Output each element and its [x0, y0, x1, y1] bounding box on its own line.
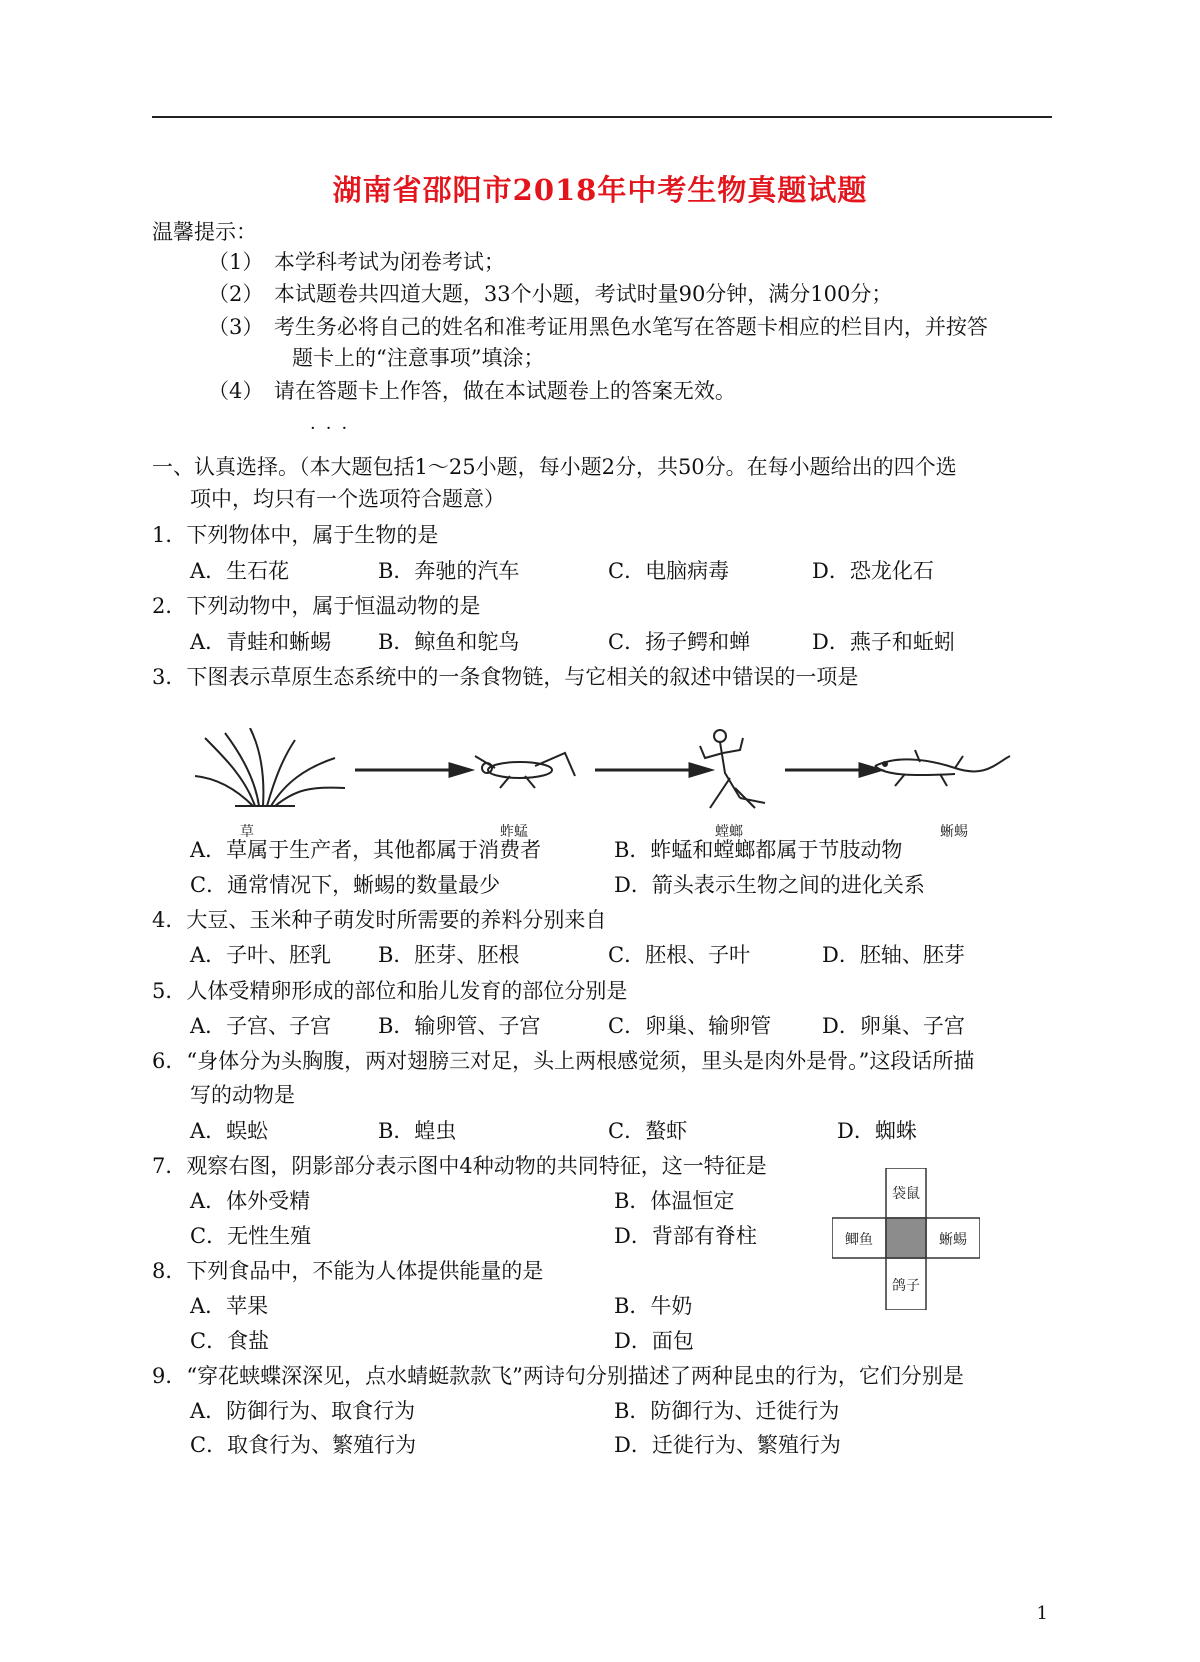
lizard-icon: [875, 750, 1010, 786]
option: C．螯虾: [608, 1119, 688, 1143]
question-stem: 1．下列物体中，属于生物的是: [152, 523, 439, 547]
option: D．背部有脊柱: [614, 1224, 757, 1248]
question-stem: 6．“身体分为头胸腹，两对翅膀三对足，头上两根感觉须，里头是肉外是骨。”这段话所描: [152, 1049, 975, 1073]
animal-cross-figure: [832, 1168, 980, 1310]
section-heading: 一、认真选择。（本大题包括1～25小题，每小题2分，共50分。在每小题给出的四个选: [152, 455, 957, 479]
notice-item: （3） 考生务必将自己的姓名和准考证用黑色水笔写在答题卡相应的栏目内，并按答: [208, 315, 988, 339]
option: B．奔驰的汽车: [378, 559, 520, 583]
option: C．食盐: [190, 1329, 270, 1353]
option: B．蚱蜢和螳螂都属于节肢动物: [614, 838, 903, 862]
option: A．子叶、胚乳: [190, 943, 332, 967]
option: C．卵巢、输卵管: [608, 1014, 772, 1038]
option: B．胚芽、胚根: [378, 943, 520, 967]
option: B．蝗虫: [378, 1119, 457, 1143]
option: C．取食行为、繁殖行为: [190, 1433, 417, 1457]
question-stem: 9．“穿花蛱蝶深深见，点水蜻蜓款款飞”两诗句分别描述了两种昆虫的行为，它们分别是: [152, 1364, 964, 1388]
option: A．生石花: [190, 559, 290, 583]
question-stem: 5．人体受精卵形成的部位和胎儿发育的部位分别是: [152, 979, 628, 1003]
option: D．胚轴、胚芽: [822, 943, 965, 967]
section-heading-cont: 项中，均只有一个选项符合题意）: [190, 487, 505, 511]
question-stem: 4．大豆、玉米种子萌发时所需要的养料分别来自: [152, 908, 607, 932]
option: D．面包: [614, 1329, 694, 1353]
question-stem: 3．下图表示草原生态系统中的一条食物链，与它相关的叙述中错误的一项是: [152, 665, 859, 689]
option: D．燕子和蚯蚓: [812, 630, 955, 654]
option: D．迁徙行为、繁殖行为: [614, 1433, 841, 1457]
option: B．体温恒定: [614, 1189, 735, 1213]
option: A．防御行为、取食行为: [190, 1399, 416, 1423]
option: D．卵巢、子宫: [822, 1014, 965, 1038]
shaded-center: [886, 1218, 926, 1258]
option: B．鲸鱼和鸵鸟: [378, 630, 520, 654]
notice-item: 题卡上的“注意事项”填涂；: [208, 346, 545, 370]
option: B．牛奶: [614, 1294, 693, 1318]
arrow-head-2: [690, 764, 710, 776]
emphasis-dots: ···: [310, 418, 358, 439]
option: C．电脑病毒: [608, 559, 730, 583]
notice-item: （4） 请在答题卡上作答，做在本试题卷上的答案无效。: [208, 379, 736, 403]
food-chain-label: 蚱蜢: [500, 824, 528, 840]
notice-heading: 温馨提示：: [152, 220, 257, 244]
option: D．蜘蛛: [837, 1119, 917, 1143]
question-stem-cont: 写的动物是: [190, 1083, 295, 1107]
grass-icon: [195, 728, 345, 806]
question-stem: 7．观察右图，阴影部分表示图中4种动物的共同特征，这一特征是: [152, 1154, 767, 1178]
page-title: 湖南省邵阳市2018年中考生物真题试题: [332, 173, 868, 207]
option: A．草属于生产者，其他都属于消费者: [190, 838, 542, 862]
option: D．箭头表示生物之间的进化关系: [614, 873, 925, 897]
option: B．输卵管、子宫: [378, 1014, 541, 1038]
notice-item: （1） 本学科考试为闭卷考试；: [208, 250, 505, 274]
option: C．通常情况下，蜥蜴的数量最少: [190, 873, 501, 897]
option: A．体外受精: [190, 1189, 311, 1213]
header-rule: [152, 116, 1052, 118]
question-stem: 8．下列食品中，不能为人体提供能量的是: [152, 1259, 544, 1283]
grasshopper-icon: [475, 753, 575, 788]
option: C．扬子鳄和蝉: [608, 630, 751, 654]
option: A．子宫、子宫: [190, 1014, 332, 1038]
option: A．蜈蚣: [190, 1119, 269, 1143]
food-chain-label: 蜥蜴: [940, 824, 968, 840]
option: D．恐龙化石: [812, 559, 934, 583]
option: B．防御行为、迁徙行为: [614, 1399, 840, 1423]
arrow-head-1: [450, 764, 470, 776]
option: C．无性生殖: [190, 1224, 312, 1248]
cross-label-top: 袋鼠: [892, 1186, 920, 1202]
question-stem: 2．下列动物中，属于恒温动物的是: [152, 594, 481, 618]
cross-label-right: 蜥蜴: [939, 1232, 967, 1248]
option: A．苹果: [190, 1294, 269, 1318]
food-chain-figure: [195, 728, 1075, 840]
notice-item: （2） 本试题卷共四道大题，33个小题，考试时量90分钟，满分100分；: [208, 282, 893, 306]
food-chain-label: 草: [240, 824, 254, 840]
cross-label-left: 鲫鱼: [845, 1232, 873, 1248]
cross-label-bottom: 鸽子: [892, 1278, 920, 1294]
option: A．青蛙和蜥蜴: [190, 630, 332, 654]
food-chain-label: 螳螂: [715, 824, 743, 840]
option: C．胚根、子叶: [608, 943, 751, 967]
page-number: 1: [1036, 1603, 1048, 1624]
